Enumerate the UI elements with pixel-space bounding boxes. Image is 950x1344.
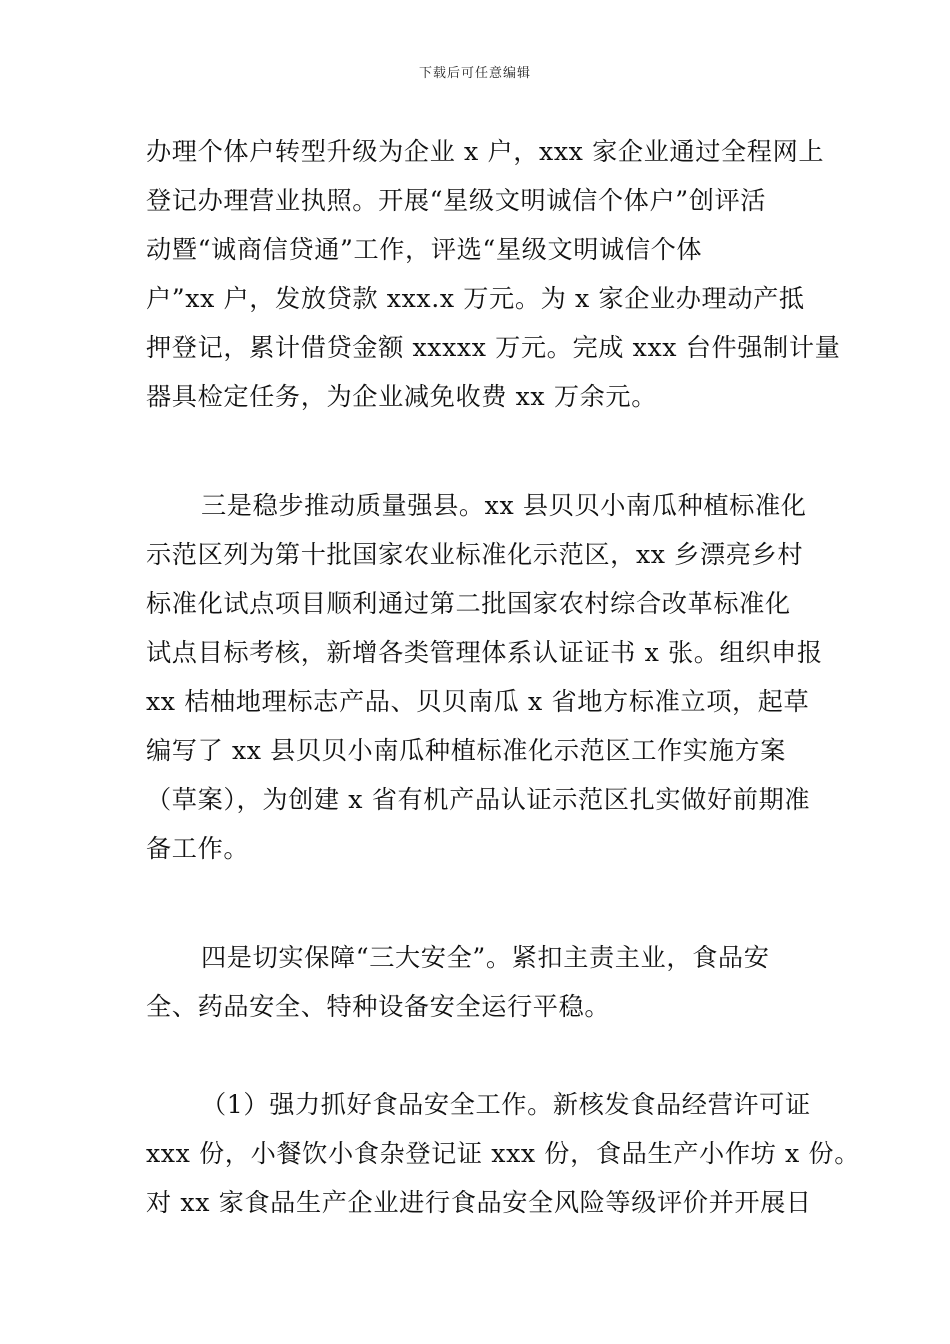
text-line: 试点目标考核，新增各类管理体系认证证书 x 张。组织申报	[146, 638, 823, 667]
text-line: 动暨“诚商信贷通”工作，评选“星级文明诚信个体	[146, 235, 703, 264]
text-line: 器具检定任务，为企业减免收费 xx 万余元。	[146, 382, 657, 411]
text-line: 对 xx 家食品生产企业进行食品安全风险等级评价并开展日	[146, 1188, 812, 1217]
document-body	[146, 127, 860, 1227]
text-line: 全、药品安全、特种设备安全运行平稳。	[146, 992, 611, 1021]
paragraph-registration	[146, 127, 841, 421]
text-line: 标准化试点项目顺利通过第二批国家农村综合改革标准化	[146, 589, 791, 618]
text-line: 编写了 xx 县贝贝小南瓜种植标准化示范区工作实施方案	[146, 736, 786, 765]
paragraph-spacer	[146, 421, 808, 481]
page-header: 下载后可任意编辑	[418, 66, 531, 81]
text-line: （1）强力抓好食品安全工作。新核发食品经营许可证	[201, 1090, 811, 1119]
paragraph-quality	[146, 481, 823, 873]
text-line: 登记办理营业执照。开展“星级文明诚信个体户”创评活	[146, 186, 767, 215]
text-line: 四是切实保障“三大安全”。紧扣主责主业，食品安	[201, 943, 770, 972]
text-line: 示范区列为第十批国家农业标准化示范区，xx 乡漂亮乡村	[146, 540, 804, 569]
text-line: 户”xx 户，发放贷款 xxx.x 万元。为 x 家企业办理动产抵	[146, 284, 805, 313]
text-line: 押登记，累计借贷金额 xxxxx 万元。完成 xxx 台件强制计量	[146, 333, 841, 362]
text-line: 三是稳步推动质量强县。xx 县贝贝小南瓜种植标准化	[201, 491, 807, 520]
text-line: （草案），为创建 x 省有机产品认证示范区扎实做好前期准	[146, 785, 811, 814]
text-line: xxx 份，小餐饮小食杂登记证 xxx 份，食品生产小作坊 x 份。	[146, 1139, 860, 1168]
paragraph-spacer	[146, 1031, 808, 1080]
paragraph-spacer	[146, 873, 808, 933]
text-line: xx 桔柚地理标志产品、贝贝南瓜 x 省地方标准立项，起草	[146, 687, 810, 716]
text-line: 备工作。	[146, 834, 250, 863]
paragraph-food-safety	[146, 1080, 860, 1227]
paragraph-safety	[146, 933, 808, 1031]
text-line: 办理个体户转型升级为企业 x 户，xxx 家企业通过全程网上	[146, 137, 825, 166]
